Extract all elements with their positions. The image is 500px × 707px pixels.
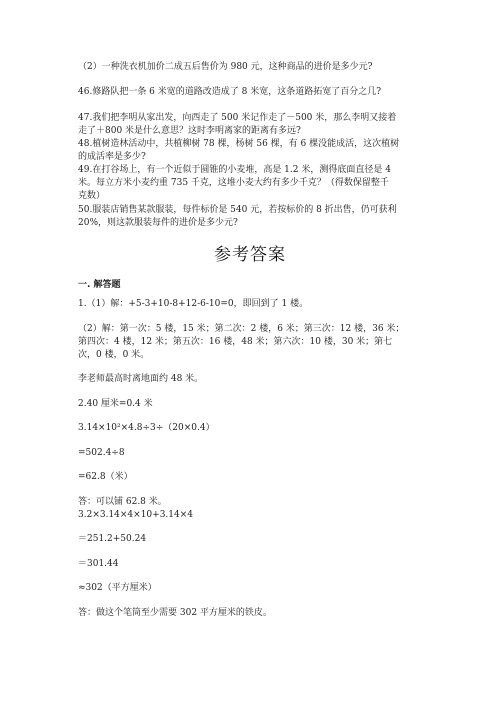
question-text: 49.在打谷场上，有一个近似于圆锥的小麦堆，高是 1.2 米，测得底面直径是 4 xyxy=(78,165,391,175)
question-text: 50.服装店销售某款服装，每件标价是 540 元，若按标价的 8 折出售，仍可获利 xyxy=(78,205,397,215)
answer-text: 1.（1）解：+5-3+10-8+12-6-10=0，即回到了 1 楼。 xyxy=(78,299,309,309)
answer-text: ＝251.2+50.24 xyxy=(78,534,147,544)
question-text: 的成活率是多少? xyxy=(78,152,146,162)
answer-text: 2.40 厘米=0.4 米 xyxy=(78,399,153,409)
answer-text: =502.4÷8 xyxy=(78,448,125,458)
question-text: 20%，则这款服装每件的进价是多少元? xyxy=(78,218,238,228)
answer-text: 第四次：4 楼，12 米；第五次：16 楼，48 米；第六次：10 楼，30 米；第七 xyxy=(78,337,393,347)
question-text: 米。每立方米小麦约重 735 千克，这堆小麦大约有多少千克？（得数保留整千 xyxy=(78,178,389,188)
answer-text: （2）解：第一次：5 楼，15 米；第二次：2 楼，6 米；第三次：12 楼，36 米； xyxy=(78,324,405,334)
answer-text: 3.2×3.14×4×10+3.14×4 xyxy=(78,510,194,520)
answer-text: ＝301.44 xyxy=(78,559,119,569)
question-text: 克数） xyxy=(78,191,106,201)
question-text: （2）一种洗衣机加价二成五后售价为 980 元，这种商品的进价是多少元? xyxy=(78,62,373,72)
answer-text: ≈302（平方厘米） xyxy=(78,583,157,593)
answer-text: 次，0 楼，0 米。 xyxy=(78,350,150,360)
question-text: 走了＋800 米是什么意思？这时李明离家的距离有多远? xyxy=(78,126,301,136)
question-text: 47.我们把李明从家出发，向西走了 500 米记作走了－500 米，那么李明又接着 xyxy=(78,113,397,123)
answer-text: 3.14×10²×4.8÷3÷（20×0.4） xyxy=(78,423,215,433)
answer-text: 答：做这个笔筒至少需要 302 平方厘米的铁皮。 xyxy=(78,608,272,618)
answer-text: =62.8（米） xyxy=(78,472,133,482)
section-heading: 一. 解答题 xyxy=(78,280,121,290)
answer-text: 李老师最高时离地面约 48 米。 xyxy=(78,374,204,384)
question-text: 46.修路队把一条 6 米宽的道路改造成了 8 米宽，这条道路拓宽了百分之几? xyxy=(78,87,382,97)
answer-text: 答：可以铺 62.8 米。 xyxy=(78,497,167,507)
answer-title: 参考答案 xyxy=(214,245,286,265)
question-text: 48.植树造林活动中，共植柳树 78 棵，杨树 56 棵，有 6 棵没能成活，这次植树 xyxy=(78,139,400,149)
